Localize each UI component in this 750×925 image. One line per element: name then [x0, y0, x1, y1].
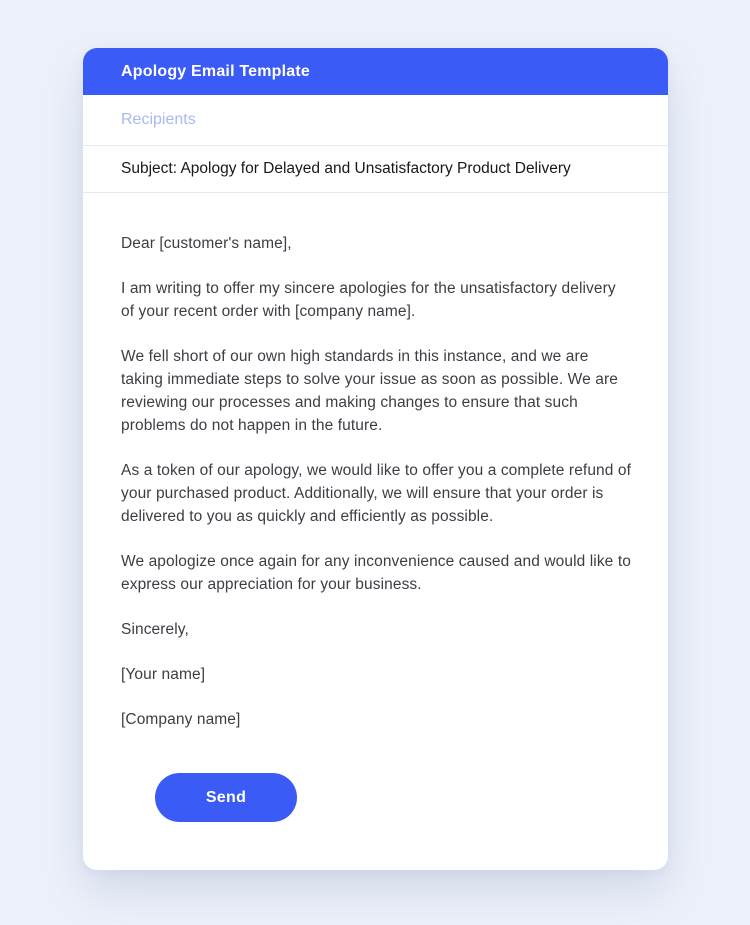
email-signature-name: [Your name] — [121, 666, 206, 683]
email-paragraph-greeting: Dear [customer's name], — [121, 235, 292, 252]
email-paragraph: As a token of our apology, we would like to offer you a complete refund of your purchased product. Additionally, we will ensure that your order is delivered to you as quickly and efficiently as possible. — [121, 462, 632, 525]
email-paragraph: I am writing to offer my sincere apologies for the unsatisfactory delivery of your recent order with [company name]. — [121, 280, 616, 320]
email-signoff: Sincerely, — [121, 621, 189, 638]
recipients-placeholder: Recipients — [121, 111, 196, 128]
email-template-card — [83, 48, 668, 870]
recipients-field[interactable] — [83, 95, 668, 146]
email-signature-company: [Company name] — [121, 711, 241, 728]
send-button[interactable] — [155, 773, 297, 822]
subject-field[interactable] — [83, 146, 668, 193]
subject-text: Subject: Apology for Delayed and Unsatisfactory Product Delivery — [121, 160, 571, 177]
card-title: Apology Email Template — [121, 62, 311, 80]
card-header — [83, 48, 668, 95]
email-body[interactable] — [83, 193, 668, 870]
email-paragraph: We apologize once again for any inconvenience caused and would like to express our appreciation for your business. — [121, 553, 631, 593]
email-paragraph: We fell short of our own high standards in this instance, and we are taking immediate steps to solve your issue as soon as possible. We are reviewing our processes and making changes to ensure that such problems do not happen in the future. — [121, 348, 618, 434]
send-button-label: Send — [205, 788, 247, 806]
